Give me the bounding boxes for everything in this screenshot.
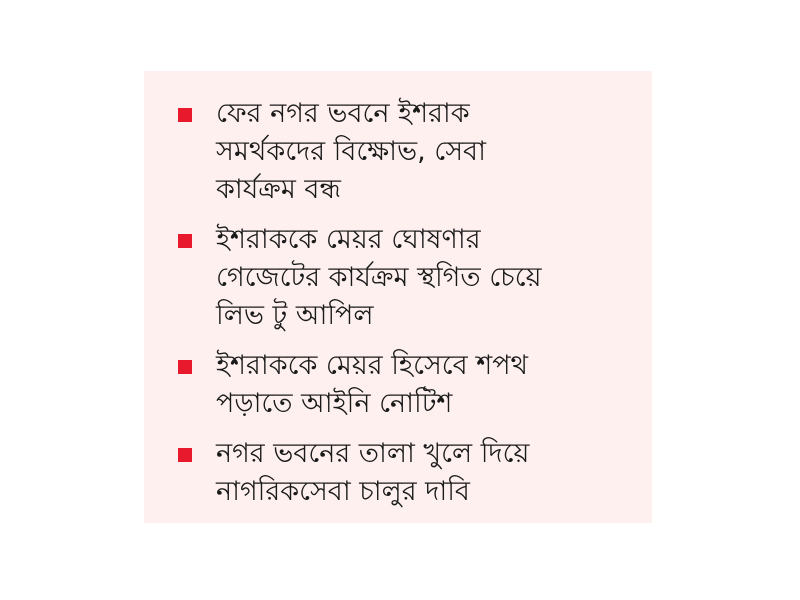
list-item bbox=[178, 95, 632, 209]
bullet-line: কার্যক্রম বন্ধ bbox=[216, 174, 341, 205]
bullet-text bbox=[216, 95, 632, 209]
bullet-line: ইশরাককে মেয়র হিসেবে শপথ bbox=[216, 350, 529, 381]
bullet-line: লিভ টু আপিল bbox=[216, 300, 374, 331]
bullet-line: নগর ভবনের তালা খুলে দিয়ে bbox=[216, 438, 530, 469]
bullet-list bbox=[178, 95, 632, 511]
list-item bbox=[178, 221, 632, 335]
bullet-line: ফের নগর ভবনে ইশরাক bbox=[216, 98, 470, 129]
bullet-text bbox=[216, 435, 632, 511]
bullet-text bbox=[216, 347, 632, 423]
news-highlights-box bbox=[144, 71, 652, 523]
bullet-text bbox=[216, 221, 632, 335]
square-bullet-icon bbox=[178, 108, 192, 122]
list-item bbox=[178, 435, 632, 511]
square-bullet-icon bbox=[178, 360, 192, 374]
bullet-line: পড়াতে আইনি নোটিশ bbox=[216, 388, 453, 419]
bullet-line: সমর্থকদের বিক্ষোভ, সেবা bbox=[216, 136, 486, 167]
bullet-line: গেজেটের কার্যক্রম স্থগিত চেয়ে bbox=[216, 262, 542, 293]
bullet-line: ইশরাককে মেয়র ঘোষণার bbox=[216, 224, 481, 255]
square-bullet-icon bbox=[178, 448, 192, 462]
square-bullet-icon bbox=[178, 234, 192, 248]
bullet-line: নাগরিকসেবা চালুর দাবি bbox=[216, 476, 470, 507]
list-item bbox=[178, 347, 632, 423]
